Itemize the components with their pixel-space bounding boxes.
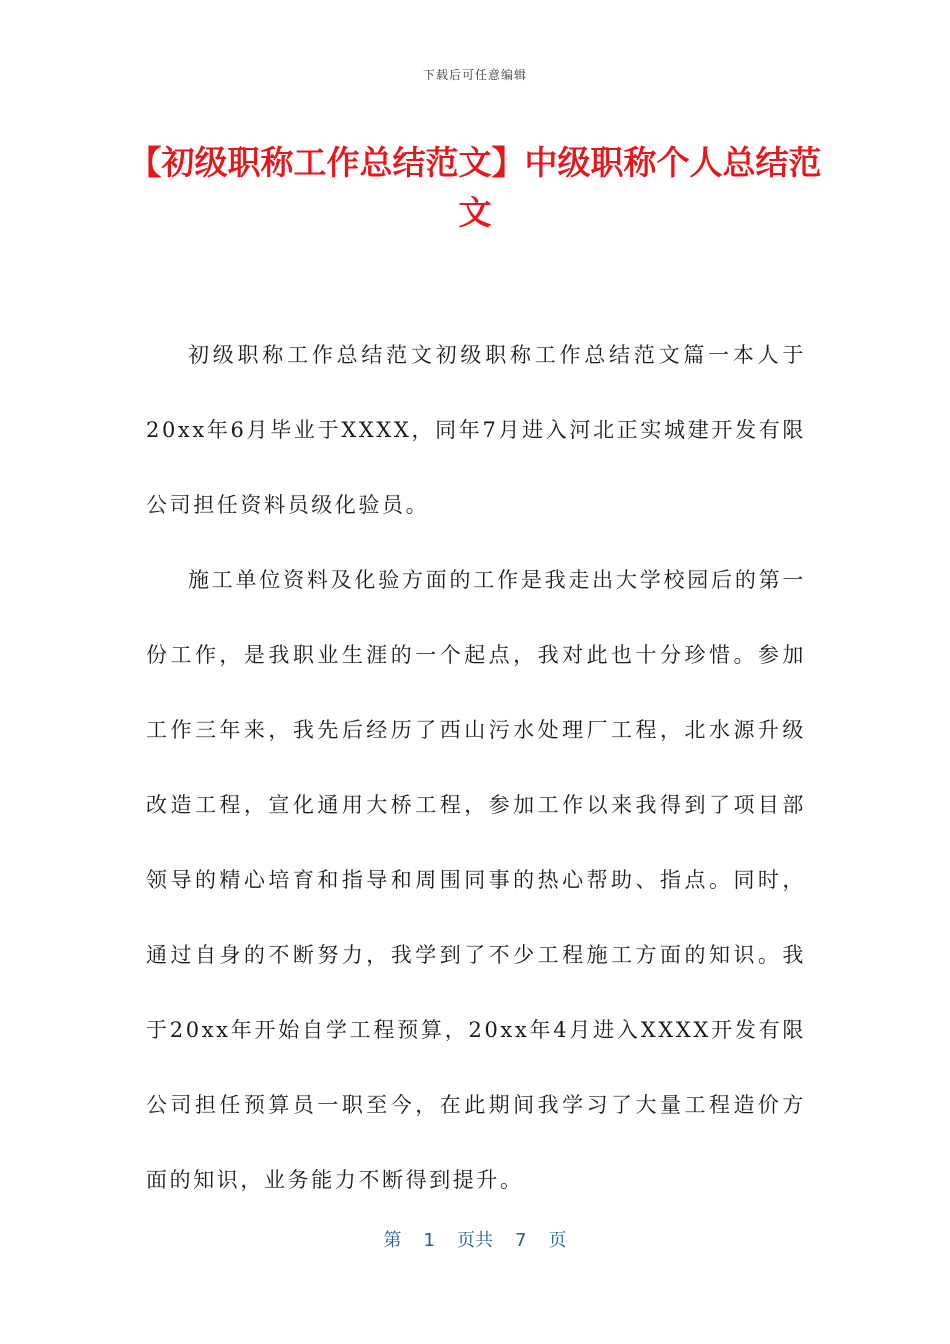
footer-suffix: 页 <box>548 1230 567 1251</box>
footer-prefix: 第 <box>383 1230 402 1251</box>
footer-middle: 页共 <box>457 1230 493 1251</box>
page-footer <box>0 1226 950 1252</box>
header-note: 下载后可任意编辑 <box>422 68 527 82</box>
document-body <box>146 318 806 1218</box>
document-title: 【初级职称工作总结范文】中级职称个人总结范文 <box>128 143 822 232</box>
paragraph-2: 施工单位资料及化验方面的工作是我走出大学校园后的第一份工作，是我职业生涯的一个起点，我对此也十分珍惜。参加工作三年来，我先后经历了西山污水处理厂工程，北水源升级改造工程，宣化通用大桥工程，参加工作以来我得到了项目部领导的精心培育和指导和周围同事的热心帮助、指点。同时，通过自身的不断努力，我学到了不少工程施工方面的知识。我于20xx年开始自学工程预算，20xx年4月进入XXXX开发有限公司担任预算员一职至今，在此期间我学习了大量工程造价方面的知识，业务能力不断得到提升。 <box>146 568 806 1192</box>
total-pages-number: 7 <box>515 1230 527 1251</box>
current-page-number: 1 <box>423 1230 435 1251</box>
paragraph-1: 初级职称工作总结范文初级职称工作总结范文篇一本人于20xx年6月毕业于XXXX，同年7月进入河北正实城建开发有限公司担任资料员级化验员。 <box>146 343 806 517</box>
